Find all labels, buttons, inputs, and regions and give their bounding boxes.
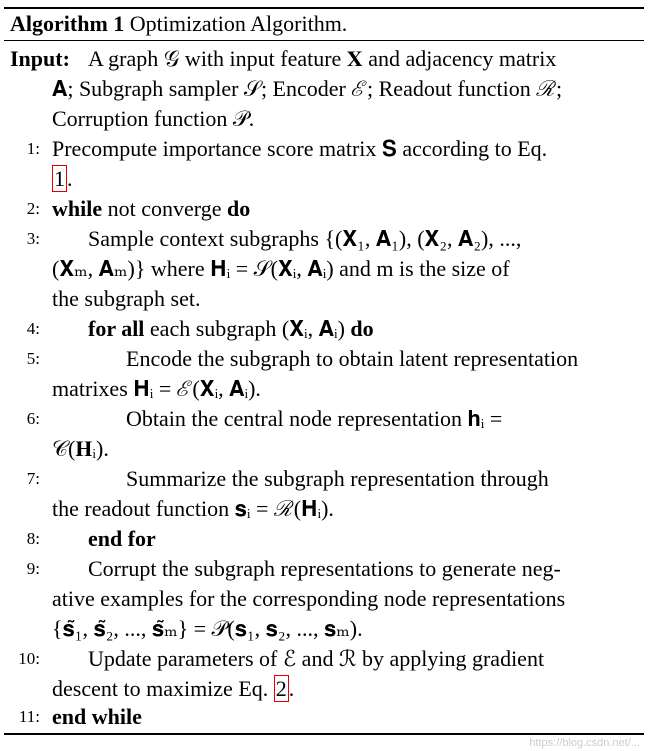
end-while-keyword: end while — [52, 704, 142, 729]
step-number: 2: — [26, 199, 40, 218]
equation-ref-link[interactable]: 2 — [275, 676, 287, 701]
for-all-keyword: for all — [88, 316, 145, 341]
step-7-line-1: Summarize the subgraph representation through — [126, 466, 549, 491]
algorithm-title — [10, 9, 347, 39]
watermark: https://blog.csdn.net/... — [529, 737, 640, 749]
step-number: 10: — [18, 649, 40, 668]
bottom-rule — [4, 733, 644, 735]
step-4-line — [88, 314, 374, 344]
equation-ref-link[interactable]: 1 — [54, 166, 65, 191]
algorithm-label: Algorithm 1 — [10, 11, 125, 36]
step-number: 5: — [26, 349, 40, 368]
step-number: 1: — [26, 139, 40, 158]
step-number: 6: — [26, 409, 40, 428]
input-label: Input: — [10, 46, 70, 71]
step-9-line-3: {𝐬̃₁, 𝐬̃₂, ..., 𝐬̃ₘ} = 𝒫(𝐬₁, 𝐬₂, ..., 𝐬ₘ). — [52, 616, 363, 641]
step-number: 4: — [26, 319, 40, 338]
step-5-line-1: Encode the subgraph to obtain latent representation — [126, 346, 579, 371]
step-6-line-1: Obtain the central node representation 𝐡ᵢ = — [126, 406, 503, 431]
step-10-line-2 — [52, 674, 294, 704]
do-keyword: do — [226, 196, 251, 221]
step-6-line-2: 𝒞(𝐇ᵢ). — [52, 436, 109, 461]
step-3-line-1: Sample context subgraphs {(𝐗₁, 𝐀₁), (𝐗₂, 𝐀₂), ..., — [88, 226, 522, 251]
step-2-line — [52, 194, 250, 224]
step-1-line-1: Precompute importance score matrix 𝐒 according to Eq. — [52, 136, 548, 161]
step-9-line-1: Corrupt the subgraph representations to generate neg- — [88, 556, 561, 581]
step-7-line-2: the readout function 𝐬ᵢ = ℛ(𝐇ᵢ). — [52, 496, 334, 521]
end-for-keyword: end for — [88, 526, 156, 551]
step-3-line-3: the subgraph set. — [52, 286, 201, 311]
step-10-line-1: Update parameters of ℰ and ℛ by applying gradient — [88, 646, 545, 671]
step-5-line-2: matrixes 𝐇ᵢ = ℰ(𝐗ᵢ, 𝐀ᵢ). — [52, 376, 261, 401]
step-4-text: each subgraph (𝐗ᵢ, 𝐀ᵢ) — [144, 316, 351, 341]
step-number: 8: — [26, 529, 40, 548]
input-line-2: 𝐀; Subgraph sampler 𝒮; Encoder ℰ; Readout function ℛ; — [52, 76, 563, 101]
step-1-line-2 — [52, 164, 73, 194]
step-9-line-2: ative examples for the corresponding node representations — [52, 586, 566, 611]
do-keyword: do — [350, 316, 374, 341]
input-line-1: A graph 𝒢 with input feature 𝐗 and adjacency matrix — [88, 46, 557, 71]
title-rule — [4, 40, 644, 41]
step-number: 9: — [26, 559, 40, 578]
while-keyword: while — [52, 196, 103, 221]
step-3-line-2: (𝐗ₘ, 𝐀ₘ)} where 𝐇ᵢ = 𝒮(𝐗ᵢ, 𝐀ᵢ) and m is the size of — [52, 256, 510, 281]
step-10-tail: . — [288, 676, 295, 701]
step-2-text: not converge — [102, 196, 227, 221]
step-10-text: descent to maximize Eq. — [52, 676, 274, 701]
step-1-tail: . — [67, 166, 73, 191]
step-number: 3: — [26, 229, 40, 248]
step-number: 11: — [18, 707, 40, 726]
input-line-3: Corruption function 𝒫. — [52, 106, 255, 131]
step-number: 7: — [26, 469, 40, 488]
algorithm-title-text: Optimization Algorithm. — [129, 11, 348, 36]
